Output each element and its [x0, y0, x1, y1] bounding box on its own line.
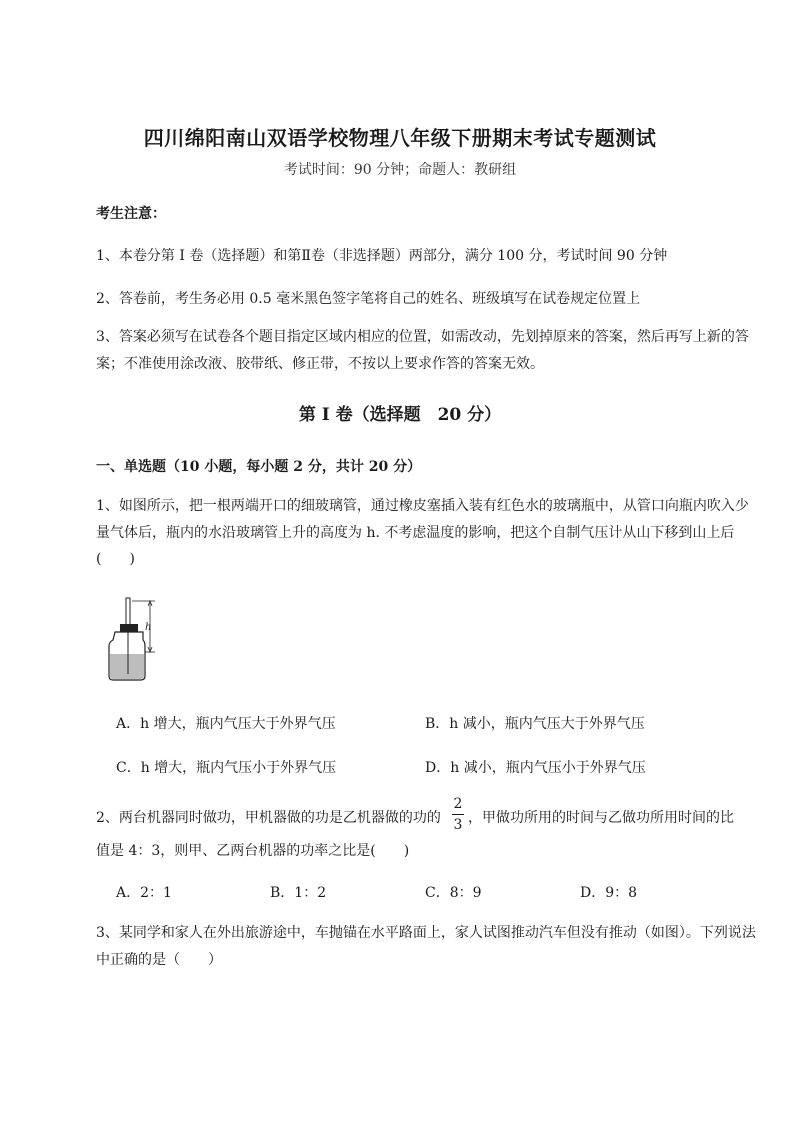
glass-tube	[126, 598, 130, 628]
q1-option-d[interactable]: D．h 减小，瓶内气压小于外界气压	[425, 760, 646, 776]
fraction-numerator: 2	[453, 796, 463, 812]
barometer-figure	[105, 596, 165, 686]
q2-option-a[interactable]: A．2：1	[116, 885, 172, 901]
fraction-denominator: 3	[453, 817, 463, 833]
fraction	[451, 796, 465, 833]
q2-option-b[interactable]: B．1：2	[270, 885, 327, 901]
question-2-stem-line2: 值是 4：3，则甲、乙两台机器的功率之比是( )	[96, 843, 410, 859]
q2-option-d[interactable]: D．9：8	[580, 885, 638, 901]
question-2-stem-part1: 2、两台机器同时做功，甲机器做的功是乙机器做的功的	[96, 810, 441, 826]
height-label: h	[145, 622, 152, 633]
question-1-stem: 1、如图所示，把一根两端开口的细玻璃管，通过橡皮塞插入装有红色水的玻璃瓶中，从管口向瓶内吹入少量气体后，瓶内的水沿玻璃管上升的高度为 h. 不考虑温度的影响，把这个自制气压计从山下移到山上后( )	[96, 498, 749, 567]
q1-option-a[interactable]: A．h 增大，瓶内气压大于外界气压	[116, 716, 336, 732]
question-3-stem: 3、某同学和家人在外出旅游途中，车抛锚在水平路面上，家人试图推动汽车但没有推动（如图）。下列说法中正确的是（ ）	[96, 925, 756, 968]
q1-option-c[interactable]: C．h 增大，瓶内气压小于外界气压	[116, 760, 337, 776]
rubber-stopper	[120, 624, 138, 632]
q1-option-b[interactable]: B．h 减小，瓶内气压大于外界气压	[425, 716, 645, 732]
notice-item-3: 3、答案必须写在试卷各个题目指定区域内相应的位置，如需改动，先划掉原来的答案，然后再写上新的答案；不准使用涂改液、胶带纸、修正带，不按以上要求作答的答案无效。	[96, 329, 749, 372]
notice-item-1: 1、本卷分第 I 卷（选择题）和第Ⅱ卷（非选择题）两部分，满分 100 分，考试时间 90 分钟	[96, 248, 668, 264]
q2-option-c[interactable]: C．8：9	[425, 885, 482, 901]
notice-item-2: 2、答卷前，考生务必用 0.5 毫米黑色签字笔将自己的姓名、班级填写在试卷规定位置上	[96, 291, 641, 307]
part-heading: 一、单选题（10 小题，每小题 2 分，共计 20 分）	[96, 459, 422, 475]
exam-title: 四川绵阳南山双语学校物理八年级下册期末考试专题测试	[143, 126, 657, 150]
fraction-bar	[452, 814, 464, 815]
question-2-stem-part2: ，甲做功所用的时间与乙做功所用时间的比	[468, 810, 734, 826]
exam-subtitle: 考试时间：90 分钟；命题人：教研组	[283, 162, 517, 178]
notice-heading: 考生注意：	[96, 206, 166, 222]
bottle-water	[110, 654, 144, 679]
section-title: 第 I 卷（选择题 20 分）	[298, 405, 502, 425]
